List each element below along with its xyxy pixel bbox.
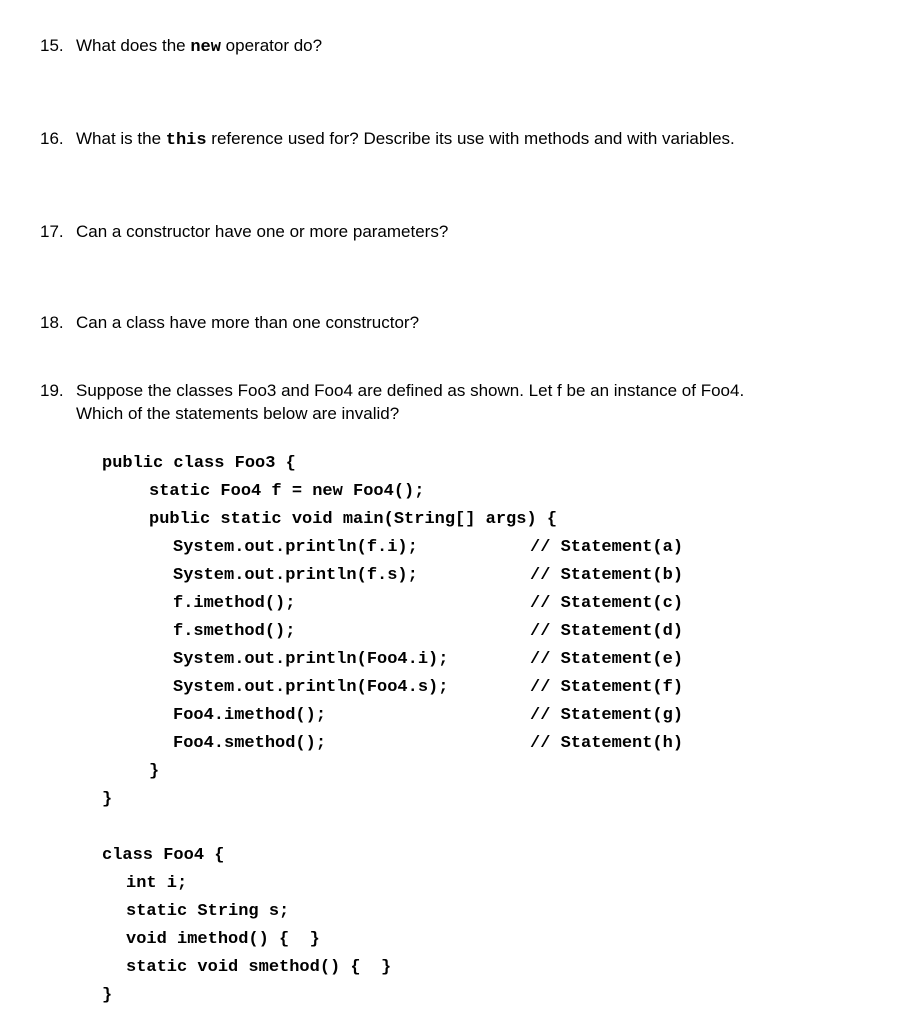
code-statement-a: System.out.println(f.i);	[173, 538, 418, 557]
question-number: 16.	[40, 129, 64, 148]
question-text-line-2: Which of the statements below are invalid?	[76, 404, 400, 423]
inline-code-this: this	[165, 131, 207, 150]
code-comment-c: // Statement(c)	[530, 594, 684, 613]
question-15	[40, 34, 860, 59]
question-text-line-1: Suppose the classes Foo3 and Foo4 are defined as shown. Let f be an instance of Foo4.	[76, 381, 745, 400]
code-comment-f: // Statement(f)	[530, 678, 684, 697]
inline-code-new: new	[190, 38, 221, 57]
code-foo4-declaration: class Foo4 {	[102, 846, 225, 865]
question-19	[40, 379, 860, 425]
code-comment-g: // Statement(g)	[530, 706, 684, 725]
code-static-field: static Foo4 f = new Foo4();	[149, 482, 425, 501]
code-statement-h: Foo4.smethod();	[173, 734, 327, 753]
question-number: 19.	[40, 381, 64, 400]
question-18	[40, 311, 860, 334]
question-number: 17.	[40, 222, 64, 241]
code-comment-d: // Statement(d)	[530, 622, 684, 641]
code-comment-e: // Statement(e)	[530, 650, 684, 669]
question-number: 15.	[40, 36, 64, 55]
code-foo4-member: int i;	[126, 874, 188, 893]
question-text: What does the	[76, 36, 191, 55]
question-text: Can a class have more than one constructor?	[76, 313, 420, 332]
code-comment-a: // Statement(a)	[530, 538, 684, 557]
question-text: What is the	[76, 129, 166, 148]
question-16	[40, 127, 860, 152]
question-text: reference used for? Describe its use with methods and with variables.	[206, 129, 735, 148]
code-close-foo3: }	[102, 790, 113, 809]
code-close-foo4: }	[102, 986, 113, 1005]
code-comment-h: // Statement(h)	[530, 734, 684, 753]
question-text: Can a constructor have one or more parameters?	[76, 222, 449, 241]
code-close-main: }	[149, 762, 160, 781]
code-main-signature: public static void main(String[] args) {	[149, 510, 558, 529]
code-foo4-member: static void smethod() { }	[126, 958, 392, 977]
code-statement-b: System.out.println(f.s);	[173, 566, 418, 585]
code-foo4-member: void imethod() { }	[126, 930, 320, 949]
code-statement-d: f.smethod();	[173, 622, 296, 641]
question-17	[40, 220, 860, 243]
code-statement-c: f.imethod();	[173, 594, 296, 613]
code-statement-f: System.out.println(Foo4.s);	[173, 678, 449, 697]
code-comment-b: // Statement(b)	[530, 566, 684, 585]
code-statement-e: System.out.println(Foo4.i);	[173, 650, 449, 669]
code-foo3-declaration: public class Foo3 {	[102, 454, 296, 473]
code-statement-g: Foo4.imethod();	[173, 706, 327, 725]
question-text: operator do?	[220, 36, 323, 55]
code-foo4-member: static String s;	[126, 902, 290, 921]
question-number: 18.	[40, 313, 64, 332]
